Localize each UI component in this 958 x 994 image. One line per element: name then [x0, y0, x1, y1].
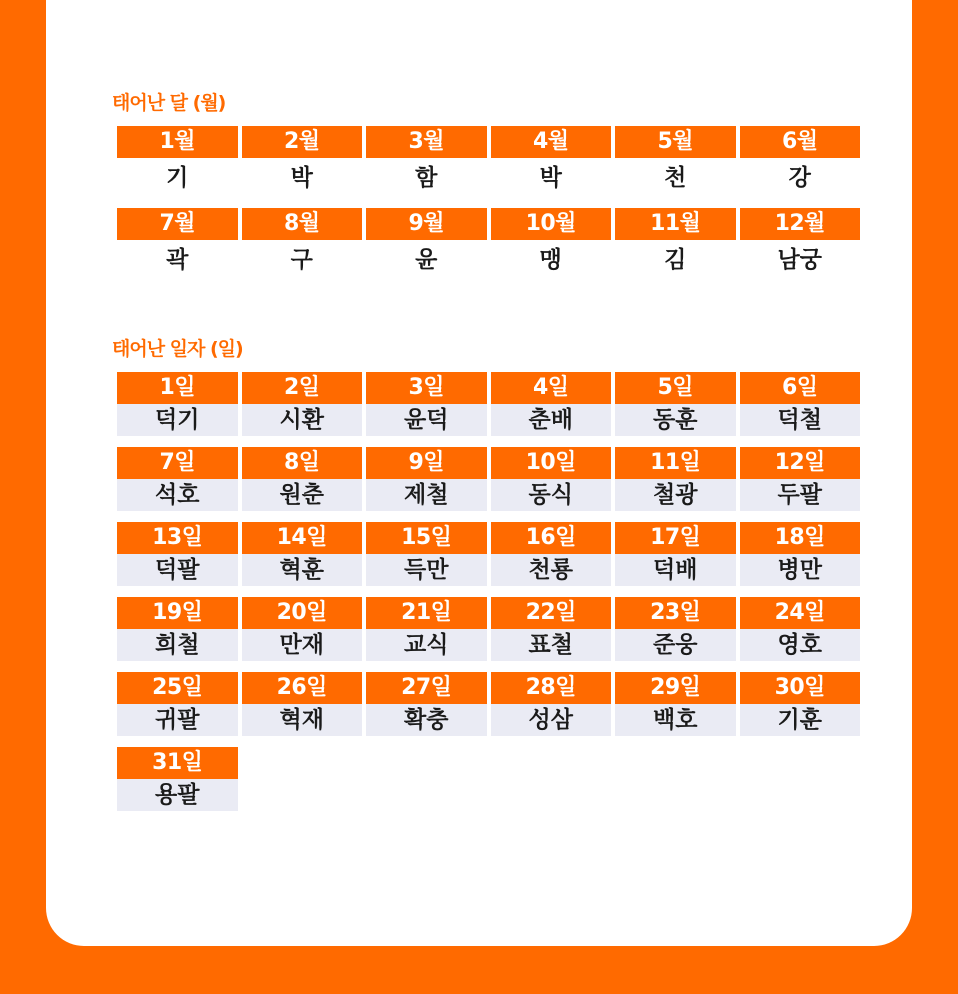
month-cell: [740, 208, 861, 280]
day-label: 31일: [117, 747, 238, 779]
day-cell: [117, 447, 238, 511]
day-cell: [491, 447, 612, 511]
month-label: 9월: [366, 208, 487, 240]
day-name: 혁훈: [242, 554, 363, 586]
day-label: 14일: [242, 522, 363, 554]
month-name: 함: [415, 165, 438, 191]
month-cell: [242, 126, 363, 198]
day-name: 덕배: [615, 554, 736, 586]
month-name: 박: [290, 165, 313, 191]
day-label: 3일: [366, 372, 487, 404]
day-row: [117, 597, 860, 661]
month-name: 구: [290, 247, 313, 273]
day-label: 8일: [242, 447, 363, 479]
day-cell: [366, 597, 487, 661]
day-label: 29일: [615, 672, 736, 704]
day-name: 교식: [366, 629, 487, 661]
day-name: 영호: [740, 629, 861, 661]
day-row: [117, 447, 860, 511]
day-label: 7일: [117, 447, 238, 479]
month-label: 5월: [615, 126, 736, 158]
day-label: 15일: [366, 522, 487, 554]
day-cell: [491, 372, 612, 436]
day-label: 17일: [615, 522, 736, 554]
month-row: [117, 208, 860, 280]
month-label: 10월: [491, 208, 612, 240]
month-cell: [615, 208, 736, 280]
day-label: 4일: [491, 372, 612, 404]
day-cell: [740, 672, 861, 736]
day-name: 희철: [117, 629, 238, 661]
day-name: 동식: [491, 479, 612, 511]
day-name: 덕팔: [117, 554, 238, 586]
day-name: 제철: [366, 479, 487, 511]
day-cell: [740, 372, 861, 436]
day-name: 석호: [117, 479, 238, 511]
month-name: 윤: [415, 247, 438, 273]
day-cell: [615, 522, 736, 586]
day-name: 만재: [242, 629, 363, 661]
day-name: 병만: [740, 554, 861, 586]
day-cell: [740, 447, 861, 511]
day-cell: [615, 672, 736, 736]
day-label: 19일: [117, 597, 238, 629]
day-cell: [366, 447, 487, 511]
month-label: 1월: [117, 126, 238, 158]
day-label: 12일: [740, 447, 861, 479]
day-name: 춘배: [491, 404, 612, 436]
day-row: [117, 747, 860, 811]
day-cell: [117, 672, 238, 736]
day-name: 백호: [615, 704, 736, 736]
month-name: 맹: [539, 247, 562, 273]
day-label: 5일: [615, 372, 736, 404]
month-cell: [117, 126, 238, 198]
day-cell: [740, 597, 861, 661]
day-cell: [242, 597, 363, 661]
month-cell: [366, 208, 487, 280]
month-cell: [117, 208, 238, 280]
day-row: [117, 522, 860, 586]
day-label: 27일: [366, 672, 487, 704]
day-label: 9일: [366, 447, 487, 479]
month-name: 박: [539, 165, 562, 191]
day-label: 25일: [117, 672, 238, 704]
month-label: 11월: [615, 208, 736, 240]
month-row: [117, 126, 860, 198]
day-label: 16일: [491, 522, 612, 554]
day-cell: [491, 597, 612, 661]
day-name: 덕기: [117, 404, 238, 436]
day-name: 표철: [491, 629, 612, 661]
day-name: 혁재: [242, 704, 363, 736]
day-cell: [242, 522, 363, 586]
month-name: 남궁: [777, 247, 822, 273]
month-cell: [242, 208, 363, 280]
month-label: 2월: [242, 126, 363, 158]
month-cell: [366, 126, 487, 198]
day-name: 귀팔: [117, 704, 238, 736]
day-label: 1일: [117, 372, 238, 404]
day-cell: [242, 372, 363, 436]
month-grid: [117, 126, 860, 290]
month-label: 12월: [740, 208, 861, 240]
day-name: 용팔: [117, 779, 238, 811]
day-cell: [242, 447, 363, 511]
day-cell: [366, 372, 487, 436]
month-name: 기: [166, 165, 189, 191]
day-cell: [615, 372, 736, 436]
day-name: 윤덕: [366, 404, 487, 436]
day-label: 21일: [366, 597, 487, 629]
day-row: [117, 672, 860, 736]
day-label: 6일: [740, 372, 861, 404]
day-cell: [242, 672, 363, 736]
day-name: 천룡: [491, 554, 612, 586]
month-label: 7월: [117, 208, 238, 240]
month-cell: [740, 126, 861, 198]
month-cell: [491, 208, 612, 280]
day-label: 26일: [242, 672, 363, 704]
day-name: 두팔: [740, 479, 861, 511]
day-name: 철광: [615, 479, 736, 511]
day-label: 28일: [491, 672, 612, 704]
day-name: 성삼: [491, 704, 612, 736]
day-label: 22일: [491, 597, 612, 629]
day-cell: [117, 372, 238, 436]
day-section-title: 태어난 일자 (일): [112, 338, 243, 360]
month-section-title: 태어난 달 (월): [112, 92, 226, 114]
day-label: 20일: [242, 597, 363, 629]
day-name: 준웅: [615, 629, 736, 661]
day-cell: [615, 597, 736, 661]
day-cell: [366, 522, 487, 586]
day-cell: [117, 597, 238, 661]
day-label: 13일: [117, 522, 238, 554]
day-label: 11일: [615, 447, 736, 479]
day-name: 기훈: [740, 704, 861, 736]
month-name: 강: [788, 165, 811, 191]
day-cell: [740, 522, 861, 586]
day-cell: [366, 672, 487, 736]
month-name: 곽: [166, 247, 189, 273]
day-name: 동훈: [615, 404, 736, 436]
day-row: [117, 372, 860, 436]
day-label: 30일: [740, 672, 861, 704]
month-label: 4월: [491, 126, 612, 158]
day-label: 10일: [491, 447, 612, 479]
month-cell: [491, 126, 612, 198]
month-label: 6월: [740, 126, 861, 158]
month-name: 김: [664, 247, 687, 273]
month-label: 8월: [242, 208, 363, 240]
day-name: 원춘: [242, 479, 363, 511]
month-cell: [615, 126, 736, 198]
day-cell: [491, 522, 612, 586]
day-cell: [491, 672, 612, 736]
day-cell: [117, 747, 238, 811]
day-cell: [615, 447, 736, 511]
day-label: 23일: [615, 597, 736, 629]
day-cell: [117, 522, 238, 586]
day-name: 확충: [366, 704, 487, 736]
day-name: 시환: [242, 404, 363, 436]
day-name: 득만: [366, 554, 487, 586]
day-label: 24일: [740, 597, 861, 629]
day-label: 18일: [740, 522, 861, 554]
day-name: 덕철: [740, 404, 861, 436]
month-label: 3월: [366, 126, 487, 158]
day-grid: [117, 372, 860, 822]
day-label: 2일: [242, 372, 363, 404]
month-name: 천: [664, 165, 687, 191]
